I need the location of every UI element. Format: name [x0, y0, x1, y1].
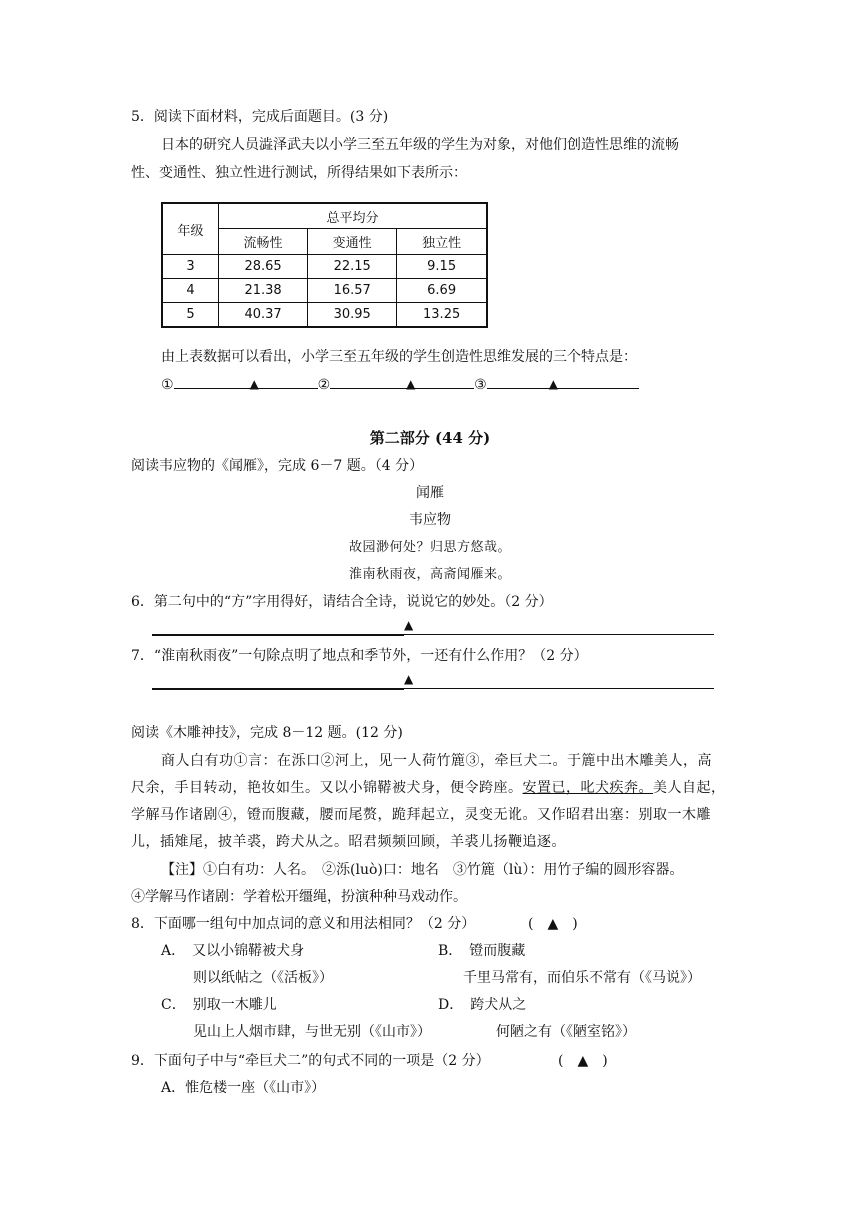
mark-1: ① — [161, 377, 174, 393]
note-line-2: ④学解马作诸剧：学着松开缰绳，扮演种种马戏动作。 — [131, 889, 467, 905]
underlined-sentence: 安置已，叱犬疾奔。 — [522, 780, 653, 796]
poem-intro: 阅读韦应物的《闻雁》，完成 6－7 题。（4 分） — [131, 458, 424, 474]
q8-option-a-1: A． 又以小锦鞯被犬身 — [161, 943, 305, 959]
q6-text: 6．第二句中的“方”字用得好，请结合全诗，说说它的妙处。（2 分） — [131, 594, 553, 610]
q8-option-b-2: 千里马常有，而伯乐不常有（《马说》） — [463, 970, 701, 986]
mark-3: ③ — [474, 377, 487, 393]
wood-intro: 阅读《木雕神技》，完成 8－12 题。(12 分) — [131, 725, 403, 741]
poem-line-1: 故园渺何处？归思方悠哉。 — [348, 540, 511, 555]
q9-text: 9．下面句子中与“牵巨犬二”的句式不同的一项是（2 分） — [131, 1053, 490, 1069]
col-header-fluency: 流畅性 — [219, 229, 308, 255]
passage-line-1: 商人白有功①言：在泺口②河上，见一人荷竹簏③，牵巨犬二。于簏中出木雕美人，高 — [161, 753, 712, 769]
q9-option-a: A．惟危楼一座（《山市》） — [161, 1080, 326, 1096]
triangle-icon: ▲ — [548, 377, 558, 391]
value-cell: 9.15 — [397, 255, 487, 279]
grade-header: 年级 — [162, 203, 219, 255]
value-cell: 21.38 — [219, 279, 308, 303]
poem-line-2: 淮南秋雨夜，高斋闻雁来。 — [348, 567, 511, 582]
value-cell: 6.69 — [397, 279, 487, 303]
value-cell: 16.57 — [308, 279, 397, 303]
q9-answer-paren[interactable]: ( ▲ ) — [558, 1053, 608, 1069]
col-header-originality: 独立性 — [397, 229, 487, 255]
group-header: 总平均分 — [219, 203, 488, 229]
grade-cell: 5 — [162, 303, 219, 328]
part2-heading: 第二部分 (44 分) — [369, 429, 491, 447]
triangle-icon: ▲ — [406, 377, 416, 391]
value-cell: 30.95 — [308, 303, 397, 328]
q8-option-c-1: C． 别取一木雕儿 — [161, 997, 277, 1013]
passage-line-4: 儿，插雉尾，披羊裘，跨犬从之。昭君频频回顾，羊裘儿扬鞭追逐。 — [131, 834, 566, 850]
answer-line-bold — [152, 688, 404, 690]
q8-option-c-2: 见山上人烟市肆，与世无别（《山市》） — [193, 1024, 431, 1040]
q7-text: 7．“淮南秋雨夜”一句除点明了地点和季节外，一还有什么作用？（2 分） — [131, 648, 588, 664]
value-cell: 22.15 — [308, 255, 397, 279]
answer-blank-3[interactable] — [487, 374, 639, 389]
q8-option-d-1: D． 跨犬从之 — [438, 997, 527, 1013]
value-cell: 40.37 — [219, 303, 308, 328]
table-row — [162, 255, 487, 279]
passage-line-2 — [131, 778, 726, 798]
note-line-1: 【注】①白有功：人名。 ②泺(luò)口：地名 ③竹簏（lù）：用竹子编的圆形容器。 — [161, 862, 684, 878]
grade-cell: 3 — [162, 255, 219, 279]
q8-option-a-2: 则以纸帖之（《活板》） — [193, 970, 333, 986]
grade-cell: 4 — [162, 279, 219, 303]
poem-title: 闻雁 — [416, 485, 444, 501]
q5-title: 5．阅读下面材料，完成后面题目。(3 分) — [131, 109, 389, 125]
passage-text: 美人自起， — [653, 780, 726, 796]
q6-answer-line[interactable] — [152, 620, 714, 635]
answer-blank-1[interactable] — [174, 374, 318, 389]
q7-answer-line[interactable] — [152, 674, 714, 689]
q5-intro-line2: 性、变通性、独立性进行测试，所得结果如下表所示： — [131, 165, 467, 181]
q8-answer-paren[interactable]: ( ▲ ) — [528, 916, 578, 932]
poem-author: 韦应物 — [409, 512, 451, 528]
q5-intro-line1: 日本的研究人员澁泽武夫以小学三至五年级的学生为对象，对他们创造性思维的流畅 — [161, 137, 679, 153]
triangle-icon: ▲ — [404, 672, 414, 686]
value-cell: 28.65 — [219, 255, 308, 279]
q5-answer-blanks[interactable] — [161, 374, 639, 395]
triangle-icon: ▲ — [249, 377, 259, 391]
triangle-icon: ▲ — [404, 618, 414, 632]
score-table — [161, 202, 488, 328]
table-row — [162, 279, 487, 303]
passage-text: 尺余，手目转动，艳妆如生。又以小锦鞯被犬身，便令跨座。 — [131, 780, 523, 796]
answer-blank-2[interactable] — [330, 374, 474, 389]
table-row — [162, 303, 487, 328]
passage-line-3: 学解马作诸剧④，镫而腹藏，腰而尾赘，跪拜起立，灵变无讹。又作昭君出塞：别取一木雕 — [131, 807, 711, 823]
mark-2: ② — [317, 377, 331, 393]
value-cell: 13.25 — [397, 303, 487, 328]
q8-text: 8．下面哪一组句中加点词的意义和用法相同？（2 分） — [131, 916, 476, 932]
q5-conclusion: 由上表数据可以看出，小学三至五年级的学生创造性思维发展的三个特点是： — [161, 349, 637, 365]
q8-option-b-1: B． 镫而腹藏 — [438, 943, 526, 959]
answer-line-bold — [152, 634, 404, 636]
col-header-flexibility: 变通性 — [308, 229, 397, 255]
q8-option-d-2: 何陋之有（《陋室铭》） — [496, 1024, 636, 1040]
